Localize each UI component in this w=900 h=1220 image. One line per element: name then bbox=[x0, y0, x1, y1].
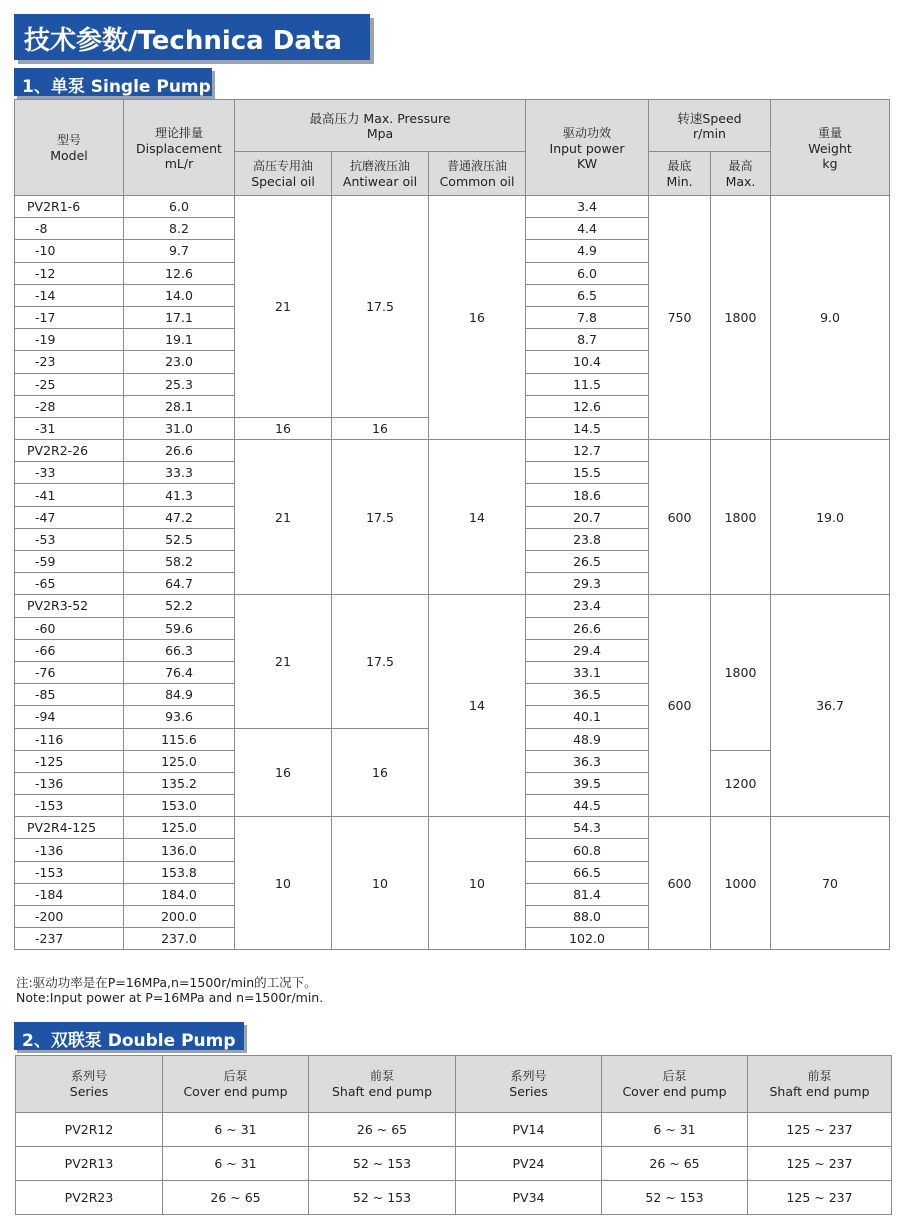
displacement-cell: 17.1 bbox=[124, 306, 235, 328]
header-max-pressure: 最高压力 Max. Pressure Mpa bbox=[235, 100, 526, 152]
power-cell: 18.6 bbox=[526, 484, 649, 506]
displacement-cell: 153.0 bbox=[124, 795, 235, 817]
header-input-power: 驱动功效 Input power KW bbox=[526, 100, 649, 196]
displacement-cell: 33.3 bbox=[124, 462, 235, 484]
double-pump-body bbox=[16, 1113, 892, 1215]
model-cell: -33 bbox=[15, 462, 124, 484]
power-cell: 29.4 bbox=[526, 639, 649, 661]
speed-cell: 1800 bbox=[711, 196, 771, 440]
model-cell: -237 bbox=[15, 928, 124, 950]
displacement-cell: 25.3 bbox=[124, 373, 235, 395]
series-cell: PV2R23 bbox=[16, 1181, 163, 1215]
header-weight: 重量 Weight kg bbox=[771, 100, 890, 196]
model-cell: -184 bbox=[15, 883, 124, 905]
power-cell: 29.3 bbox=[526, 573, 649, 595]
power-cell: 66.5 bbox=[526, 861, 649, 883]
series-cell: PV34 bbox=[456, 1181, 602, 1215]
header-antiwear-oil: 抗磨液压油 Antiwear oil bbox=[332, 152, 429, 196]
displacement-cell: 26.6 bbox=[124, 440, 235, 462]
page-title: 技术参数/Technica Data bbox=[24, 26, 342, 56]
power-cell: 4.4 bbox=[526, 218, 649, 240]
displacement-cell: 200.0 bbox=[124, 906, 235, 928]
single-pump-body bbox=[15, 196, 890, 950]
model-cell: PV2R2-26 bbox=[15, 440, 124, 462]
pressure-cell: 21 bbox=[235, 595, 332, 728]
pressure-cell: 21 bbox=[235, 440, 332, 595]
weight-cell: 19.0 bbox=[771, 440, 890, 595]
power-cell: 23.4 bbox=[526, 595, 649, 617]
model-cell: -12 bbox=[15, 262, 124, 284]
pressure-cell: 16 bbox=[429, 196, 526, 440]
model-cell: -66 bbox=[15, 639, 124, 661]
displacement-cell: 52.5 bbox=[124, 528, 235, 550]
section-single-bar bbox=[14, 68, 212, 96]
note-cn: 注:驱动功率是在P=16MPa,n=1500r/min的工况下。 bbox=[16, 975, 317, 990]
model-cell: -19 bbox=[15, 329, 124, 351]
power-cell: 33.1 bbox=[526, 661, 649, 683]
header-series-1: 系列号 Series bbox=[16, 1056, 163, 1113]
cover-cell: 6 ~ 31 bbox=[163, 1147, 309, 1181]
table-row bbox=[16, 1181, 892, 1215]
model-cell: -76 bbox=[15, 661, 124, 683]
model-cell: -25 bbox=[15, 373, 124, 395]
model-cell: -85 bbox=[15, 684, 124, 706]
header-speed: 转速Speed r/min bbox=[649, 100, 771, 152]
header-displacement: 理论排量 Displacement mL/r bbox=[124, 100, 235, 196]
model-cell: -200 bbox=[15, 906, 124, 928]
header-series-2: 系列号 Series bbox=[456, 1056, 602, 1113]
displacement-cell: 9.7 bbox=[124, 240, 235, 262]
model-cell: -23 bbox=[15, 351, 124, 373]
single-pump-table bbox=[14, 99, 890, 950]
displacement-cell: 23.0 bbox=[124, 351, 235, 373]
power-cell: 102.0 bbox=[526, 928, 649, 950]
note-en: Note:Input power at P=16MPa and n=1500r/min. bbox=[16, 990, 324, 1005]
power-cell: 26.5 bbox=[526, 551, 649, 573]
model-cell: -136 bbox=[15, 772, 124, 794]
power-cell: 6.0 bbox=[526, 262, 649, 284]
power-cell: 11.5 bbox=[526, 373, 649, 395]
cover-cell: 26 ~ 65 bbox=[163, 1181, 309, 1215]
model-cell: -59 bbox=[15, 551, 124, 573]
double-pump-table bbox=[15, 1055, 892, 1215]
header-speed-max: 最高 Max. bbox=[711, 152, 771, 196]
model-cell: PV2R3-52 bbox=[15, 595, 124, 617]
pressure-cell: 14 bbox=[429, 595, 526, 817]
model-cell: PV2R1-6 bbox=[15, 196, 124, 218]
table-row bbox=[15, 595, 890, 617]
displacement-cell: 31.0 bbox=[124, 417, 235, 439]
power-cell: 12.7 bbox=[526, 440, 649, 462]
displacement-cell: 93.6 bbox=[124, 706, 235, 728]
model-cell: -153 bbox=[15, 795, 124, 817]
page-title-bar bbox=[14, 14, 370, 60]
header-shaft-1: 前泵 Shaft end pump bbox=[309, 1056, 456, 1113]
pressure-cell: 14 bbox=[429, 440, 526, 595]
power-cell: 81.4 bbox=[526, 883, 649, 905]
speed-cell: 600 bbox=[649, 595, 711, 817]
power-cell: 23.8 bbox=[526, 528, 649, 550]
pressure-cell: 16 bbox=[235, 728, 332, 817]
section-double-bar bbox=[14, 1022, 244, 1050]
displacement-cell: 136.0 bbox=[124, 839, 235, 861]
displacement-cell: 28.1 bbox=[124, 395, 235, 417]
header-model: 型号 Model bbox=[15, 100, 124, 196]
power-cell: 10.4 bbox=[526, 351, 649, 373]
power-cell: 15.5 bbox=[526, 462, 649, 484]
pressure-cell: 16 bbox=[235, 417, 332, 439]
displacement-cell: 125.0 bbox=[124, 817, 235, 839]
displacement-cell: 6.0 bbox=[124, 196, 235, 218]
displacement-cell: 153.8 bbox=[124, 861, 235, 883]
displacement-cell: 84.9 bbox=[124, 684, 235, 706]
table-row bbox=[16, 1113, 892, 1147]
power-cell: 14.5 bbox=[526, 417, 649, 439]
speed-cell: 1000 bbox=[711, 817, 771, 950]
shaft-cell: 125 ~ 237 bbox=[748, 1181, 892, 1215]
model-cell: -28 bbox=[15, 395, 124, 417]
series-cell: PV2R12 bbox=[16, 1113, 163, 1147]
shaft-cell: 125 ~ 237 bbox=[748, 1113, 892, 1147]
model-cell: -136 bbox=[15, 839, 124, 861]
power-cell: 36.3 bbox=[526, 750, 649, 772]
model-cell: -65 bbox=[15, 573, 124, 595]
model-cell: -60 bbox=[15, 617, 124, 639]
speed-cell: 750 bbox=[649, 196, 711, 440]
table-row bbox=[15, 196, 890, 218]
shaft-cell: 26 ~ 65 bbox=[309, 1113, 456, 1147]
speed-cell: 600 bbox=[649, 440, 711, 595]
pressure-cell: 10 bbox=[429, 817, 526, 950]
pressure-cell: 16 bbox=[332, 728, 429, 817]
power-cell: 26.6 bbox=[526, 617, 649, 639]
power-cell: 39.5 bbox=[526, 772, 649, 794]
speed-cell: 600 bbox=[649, 817, 711, 950]
speed-cell: 1800 bbox=[711, 440, 771, 595]
power-cell: 44.5 bbox=[526, 795, 649, 817]
shaft-cell: 52 ~ 153 bbox=[309, 1181, 456, 1215]
displacement-cell: 41.3 bbox=[124, 484, 235, 506]
model-cell: -153 bbox=[15, 861, 124, 883]
weight-cell: 36.7 bbox=[771, 595, 890, 817]
displacement-cell: 14.0 bbox=[124, 284, 235, 306]
model-cell: -17 bbox=[15, 306, 124, 328]
header-shaft-2: 前泵 Shaft end pump bbox=[748, 1056, 892, 1113]
table-row bbox=[16, 1147, 892, 1181]
header-speed-min: 最底 Min. bbox=[649, 152, 711, 196]
weight-cell: 9.0 bbox=[771, 196, 890, 440]
speed-cell: 1800 bbox=[711, 595, 771, 750]
displacement-cell: 64.7 bbox=[124, 573, 235, 595]
header-cover-1: 后泵 Cover end pump bbox=[163, 1056, 309, 1113]
series-cell: PV24 bbox=[456, 1147, 602, 1181]
cover-cell: 52 ~ 153 bbox=[602, 1181, 748, 1215]
pressure-cell: 10 bbox=[235, 817, 332, 950]
model-cell: -53 bbox=[15, 528, 124, 550]
power-cell: 12.6 bbox=[526, 395, 649, 417]
section-single-title: 1、单泵 Single Pump bbox=[22, 77, 211, 97]
model-cell: PV2R4-125 bbox=[15, 817, 124, 839]
displacement-cell: 135.2 bbox=[124, 772, 235, 794]
pressure-cell: 17.5 bbox=[332, 440, 429, 595]
displacement-cell: 125.0 bbox=[124, 750, 235, 772]
speed-cell: 1200 bbox=[711, 750, 771, 817]
header-special-oil: 高压专用油 Special oil bbox=[235, 152, 332, 196]
power-cell: 3.4 bbox=[526, 196, 649, 218]
cover-cell: 26 ~ 65 bbox=[602, 1147, 748, 1181]
model-cell: -94 bbox=[15, 706, 124, 728]
header-cover-2: 后泵 Cover end pump bbox=[602, 1056, 748, 1113]
table-row bbox=[15, 440, 890, 462]
model-cell: -31 bbox=[15, 417, 124, 439]
table-row bbox=[15, 817, 890, 839]
displacement-cell: 66.3 bbox=[124, 639, 235, 661]
power-cell: 4.9 bbox=[526, 240, 649, 262]
power-cell: 54.3 bbox=[526, 817, 649, 839]
model-cell: -41 bbox=[15, 484, 124, 506]
model-cell: -14 bbox=[15, 284, 124, 306]
cover-cell: 6 ~ 31 bbox=[163, 1113, 309, 1147]
pressure-cell: 21 bbox=[235, 196, 332, 418]
shaft-cell: 125 ~ 237 bbox=[748, 1147, 892, 1181]
power-cell: 7.8 bbox=[526, 306, 649, 328]
power-cell: 8.7 bbox=[526, 329, 649, 351]
section-double-title: 2、双联泵 Double Pump bbox=[22, 1031, 236, 1051]
weight-cell: 70 bbox=[771, 817, 890, 950]
displacement-cell: 115.6 bbox=[124, 728, 235, 750]
model-cell: -10 bbox=[15, 240, 124, 262]
model-cell: -116 bbox=[15, 728, 124, 750]
displacement-cell: 237.0 bbox=[124, 928, 235, 950]
series-cell: PV14 bbox=[456, 1113, 602, 1147]
series-cell: PV2R13 bbox=[16, 1147, 163, 1181]
displacement-cell: 47.2 bbox=[124, 506, 235, 528]
cover-cell: 6 ~ 31 bbox=[602, 1113, 748, 1147]
pressure-cell: 17.5 bbox=[332, 196, 429, 418]
displacement-cell: 184.0 bbox=[124, 883, 235, 905]
power-cell: 20.7 bbox=[526, 506, 649, 528]
displacement-cell: 8.2 bbox=[124, 218, 235, 240]
power-cell: 6.5 bbox=[526, 284, 649, 306]
model-cell: -47 bbox=[15, 506, 124, 528]
displacement-cell: 52.2 bbox=[124, 595, 235, 617]
displacement-cell: 59.6 bbox=[124, 617, 235, 639]
displacement-cell: 19.1 bbox=[124, 329, 235, 351]
power-cell: 48.9 bbox=[526, 728, 649, 750]
power-cell: 88.0 bbox=[526, 906, 649, 928]
displacement-cell: 76.4 bbox=[124, 661, 235, 683]
model-cell: -125 bbox=[15, 750, 124, 772]
header-common-oil: 普通液压油 Common oil bbox=[429, 152, 526, 196]
shaft-cell: 52 ~ 153 bbox=[309, 1147, 456, 1181]
pressure-cell: 10 bbox=[332, 817, 429, 950]
power-cell: 40.1 bbox=[526, 706, 649, 728]
power-cell: 60.8 bbox=[526, 839, 649, 861]
pressure-cell: 16 bbox=[332, 417, 429, 439]
displacement-cell: 58.2 bbox=[124, 551, 235, 573]
model-cell: -8 bbox=[15, 218, 124, 240]
pressure-cell: 17.5 bbox=[332, 595, 429, 728]
displacement-cell: 12.6 bbox=[124, 262, 235, 284]
power-cell: 36.5 bbox=[526, 684, 649, 706]
